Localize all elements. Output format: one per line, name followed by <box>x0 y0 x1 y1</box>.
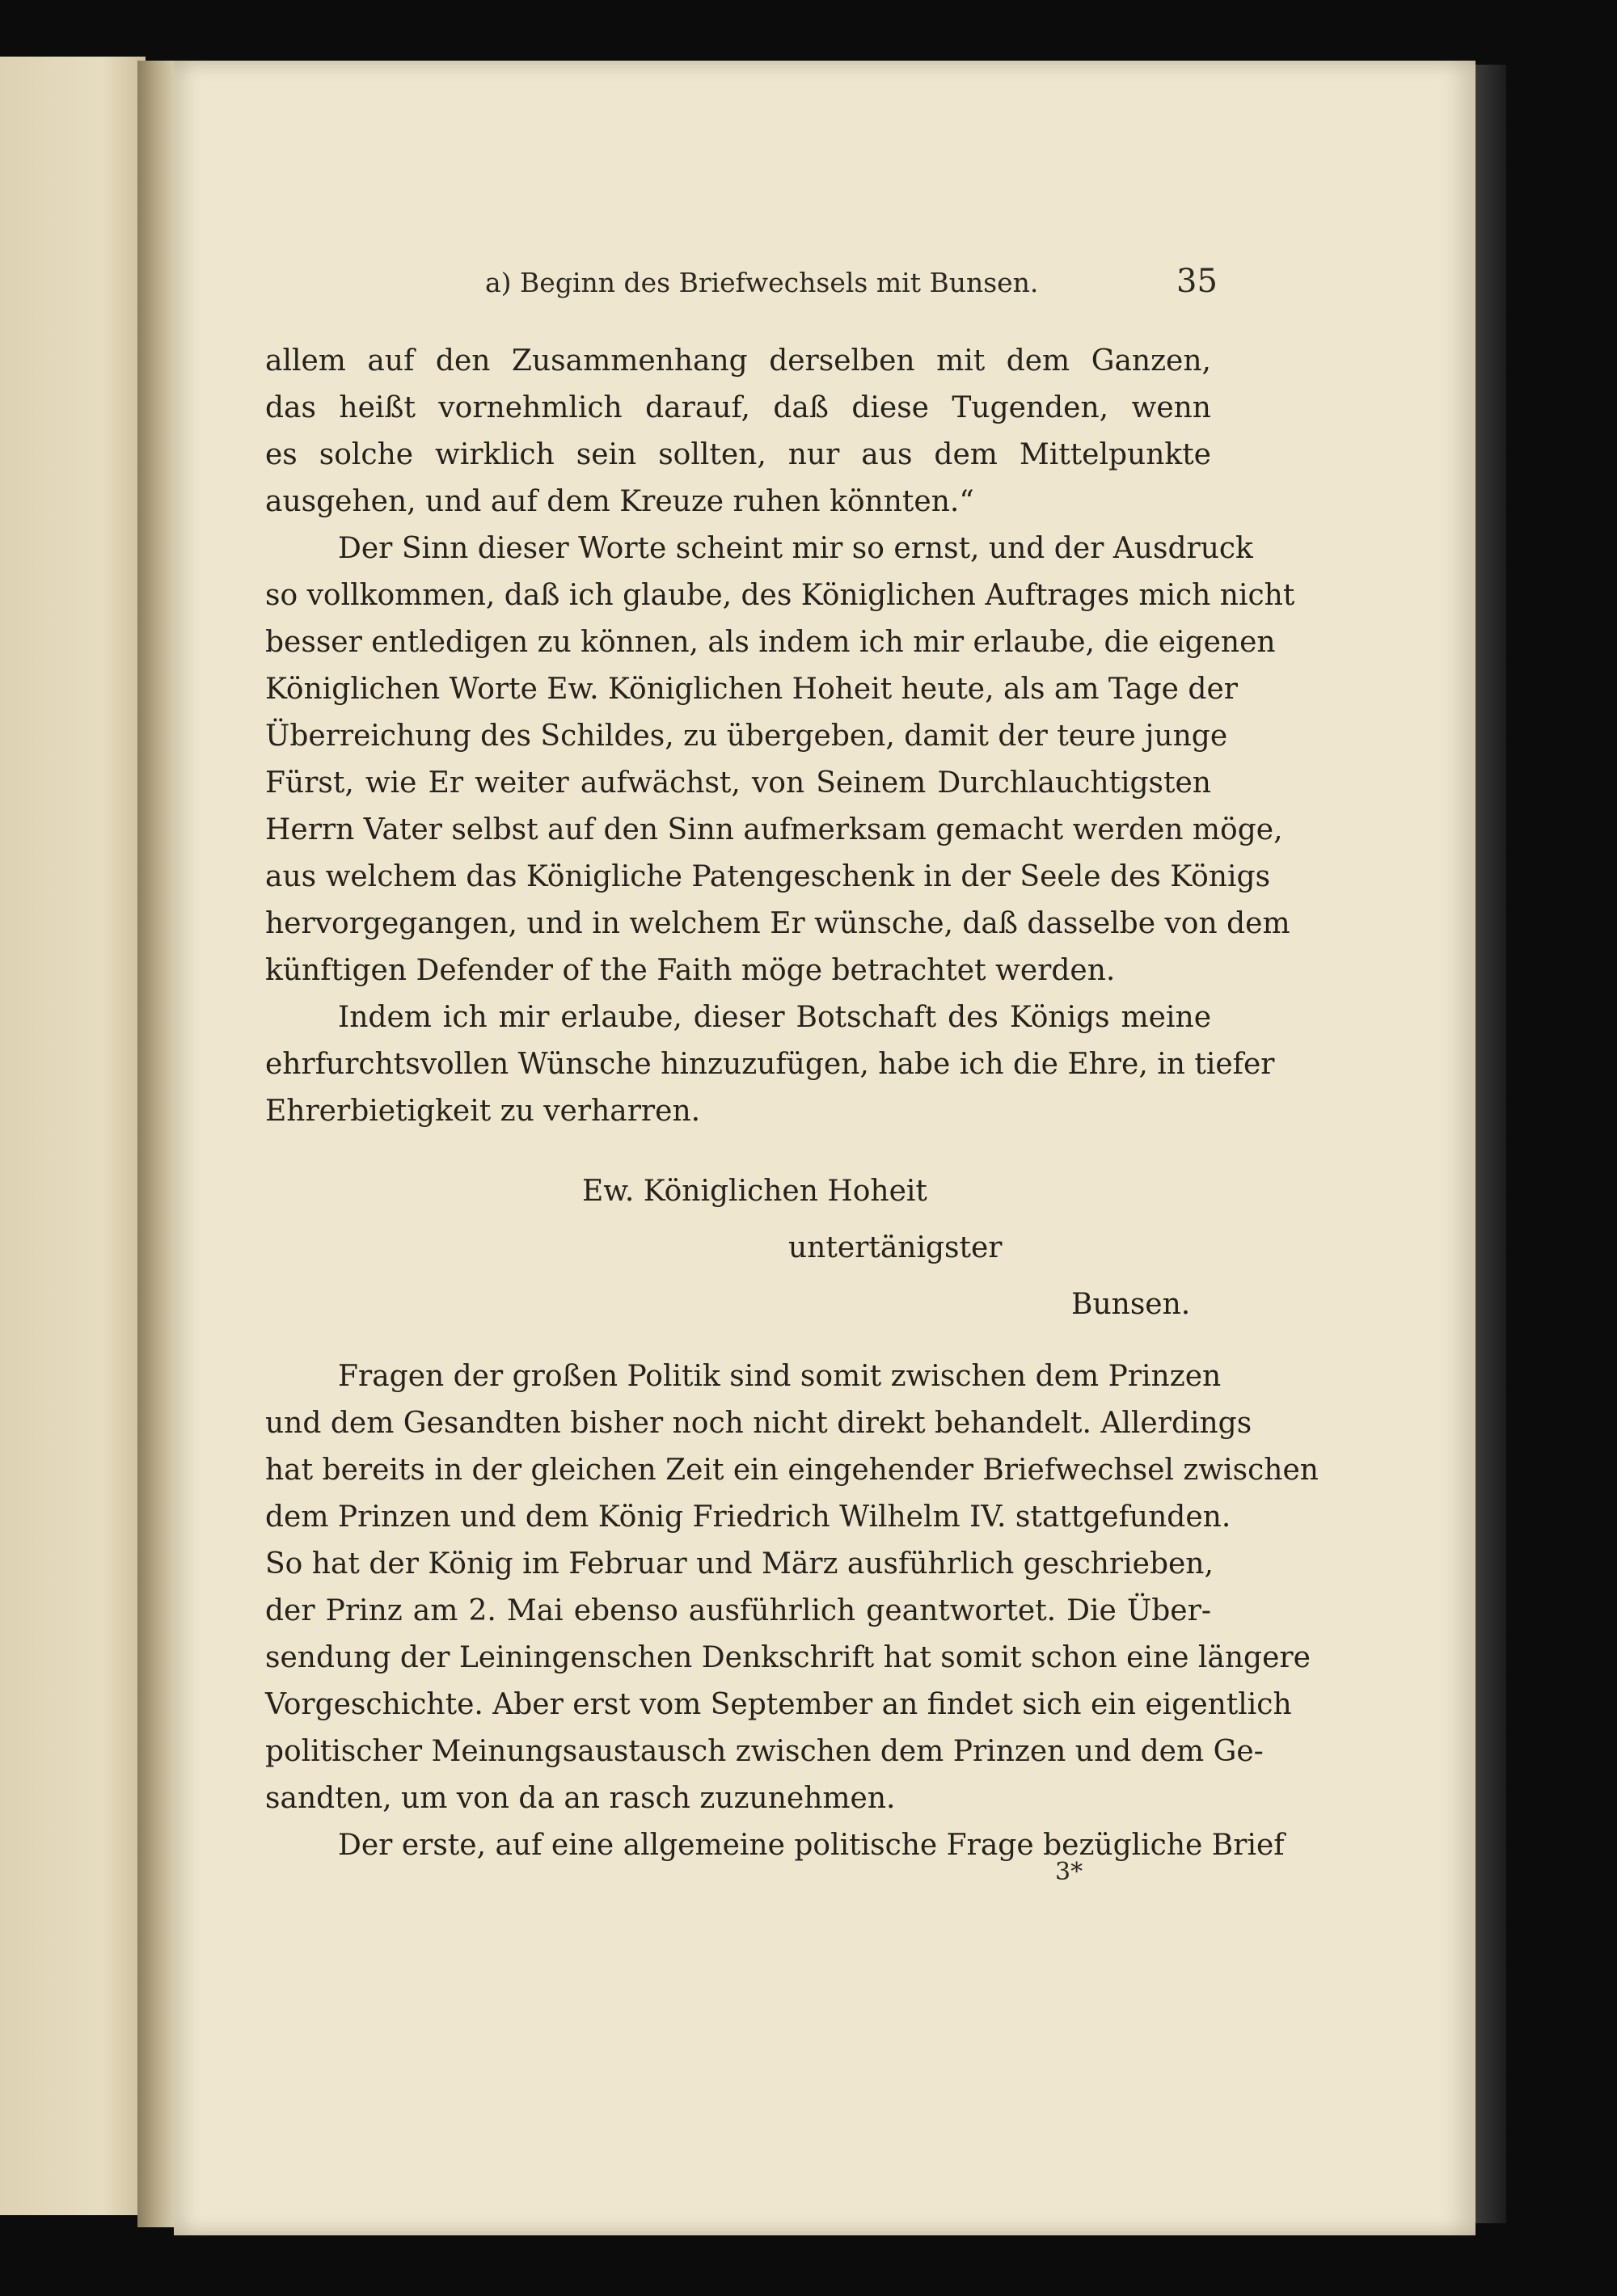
running-head: a) Beginn des Briefwechsels mit Bunsen. <box>485 267 1039 298</box>
text-line: ausgehen, und auf dem Kreuze ruhen könnten.“ <box>265 485 974 518</box>
text-line: Vorgeschichte. Aber erst vom September an findet sich ein eigentlich <box>265 1688 1292 1721</box>
text-line: dem Prinzen und dem König Friedrich Wilhelm IV. stattgefunden. <box>265 1500 1231 1534</box>
signature-mark: 3* <box>1055 1858 1083 1886</box>
page-number: 35 <box>1176 263 1218 300</box>
text-line: Königlichen Worte Ew. Königlichen Hoheit heute, als am Tage der <box>265 673 1238 706</box>
text-line: und dem Gesandten bisher noch nicht direkt behandelt. Allerdings <box>265 1407 1252 1440</box>
letter-subscription: untertänigster <box>788 1231 1003 1264</box>
previous-page-edge <box>0 57 146 2215</box>
text-line: hat bereits in der gleichen Zeit ein eingehender Briefwechsel zwischen <box>265 1454 1319 1487</box>
text-line: der Prinz am 2. Mai ebenso ausführlich geantwortet. Die Über- <box>265 1594 1211 1627</box>
text-line: sandten, um von da an rasch zuzunehmen. <box>265 1782 896 1815</box>
text-line: so vollkommen, daß ich glaube, des Königlichen Auftrages mich nicht <box>265 579 1295 612</box>
text-line: allem auf den Zusammenhang derselben mit dem Ganzen, <box>265 344 1211 378</box>
text-line: sendung der Leiningenschen Denkschrift hat somit schon eine längere <box>265 1641 1311 1674</box>
text-line: Fragen der großen Politik sind somit zwischen dem Prinzen <box>338 1360 1222 1393</box>
text-line: Herrn Vater selbst auf den Sinn aufmerksam gemacht werden möge, <box>265 813 1283 846</box>
cover-edge <box>1476 65 1506 2223</box>
letter-salutation: Ew. Königlichen Hoheit <box>582 1175 927 1208</box>
text-line: es solche wirklich sein sollten, nur aus dem Mittelpunkte <box>265 438 1211 471</box>
text-line: Der erste, auf eine allgemeine politische Frage bezügliche Brief <box>338 1829 1285 1862</box>
text-line: politischer Meinungsaustausch zwischen dem Prinzen und dem Ge- <box>265 1735 1264 1768</box>
text-line: künftigen Defender of the Faith möge betrachtet werden. <box>265 954 1116 987</box>
text-line: hervorgegangen, und in welchem Er wünsche, daß dasselbe von dem <box>265 907 1290 940</box>
text-line: Überreichung des Schildes, zu übergeben, damit der teure junge <box>265 720 1228 753</box>
text-line: Ehrerbietigkeit zu verharren. <box>265 1095 701 1128</box>
text-line: Fürst, wie Er weiter aufwächst, von Seinem Durchlauchtigsten <box>265 766 1211 800</box>
text-line: aus welchem das Königliche Patengeschenk in der Seele des Königs <box>265 860 1271 893</box>
text-line: ehrfurchtsvollen Wünsche hinzuzufügen, habe ich die Ehre, in tiefer <box>265 1048 1275 1081</box>
text-line: Indem ich mir erlaube, dieser Botschaft des Königs meine <box>338 1001 1211 1034</box>
text-line: So hat der König im Februar und März ausführlich geschrieben, <box>265 1547 1214 1581</box>
text-line: besser entledigen zu können, als indem ich mir erlaube, die eigenen <box>265 626 1276 659</box>
letter-signature: Bunsen. <box>1071 1288 1191 1321</box>
text-line: Der Sinn dieser Worte scheint mir so ernst, und der Ausdruck <box>338 532 1253 565</box>
text-line: das heißt vornehmlich darauf, daß diese Tugenden, wenn <box>265 391 1211 424</box>
